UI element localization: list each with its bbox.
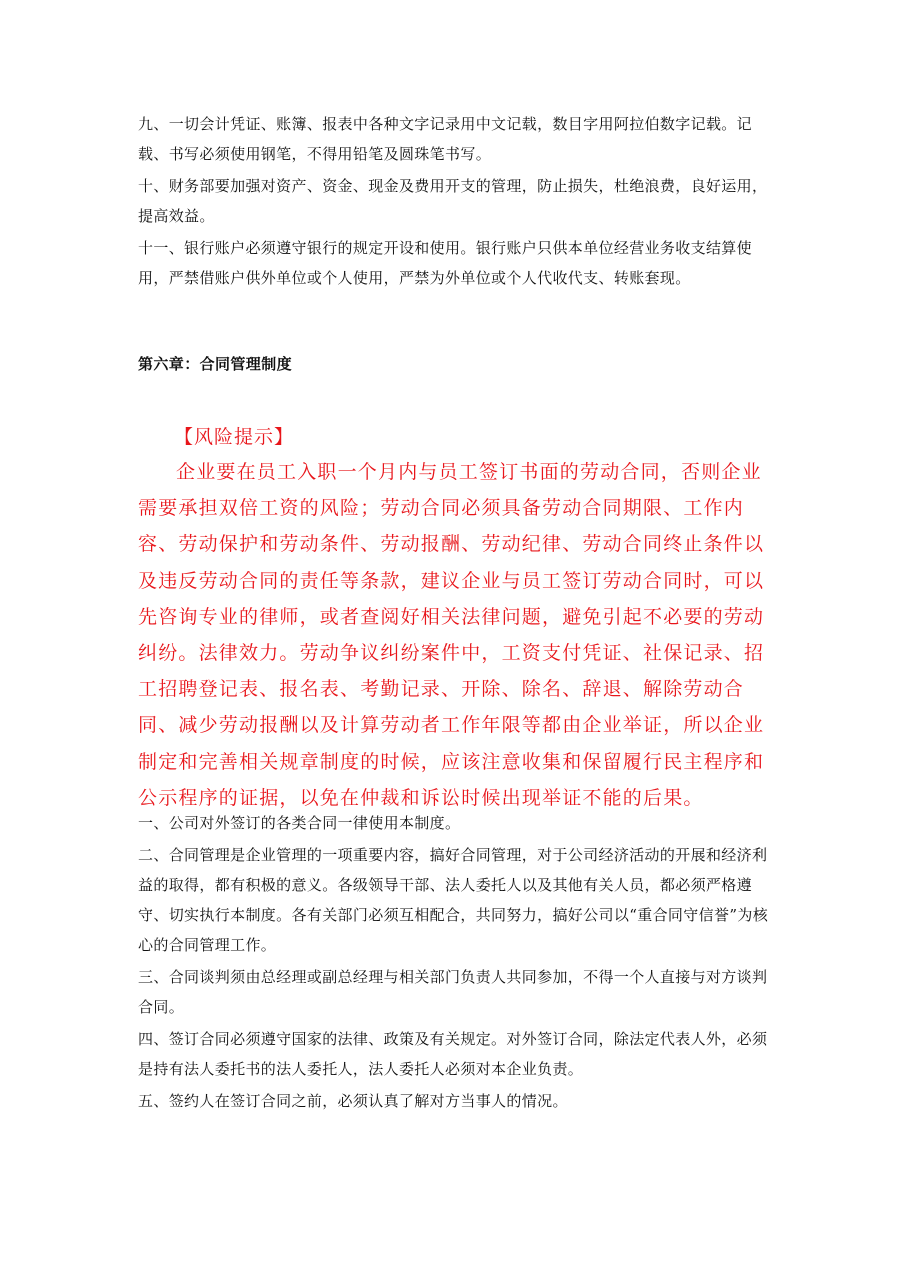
rule-item-9: 九、一切会计凭证、账簿、报表中各种文字记录用中文记载，数目字用阿拉伯数字记载。记载、书写必须使用钢笔，不得用铅笔及圆珠笔书写。 xyxy=(138,115,753,163)
risk-notice-body: 企业要在员工入职一个月内与员工签订书面的劳动合同，否则企业需要承担双倍工资的风险；劳动合同必须具备劳动合同期限、工作内容、劳动保护和劳动条件、劳动报酬、劳动纪律、劳动合同终止条件以及违反劳动合同的责任等条款，建议企业与员工签订劳动合同时，可以先咨询专业的律师，或者查阅好相关法律问题，避免引起不必要的劳动纠纷。法律效力。劳动争议纠纷案件中，工资支付凭证、社保记录、招工招聘登记表、报名表、考勤记录、开除、除名、辞退、解除劳动合同、减少劳动报酬以及计算劳动者工作年限等都由企业举证，所以企业制定和完善相关规章制度的时候，应该注意收集和保留履行民主程序和公示程序的证据，以免在仲裁和诉讼时候出现举证不能的后果。 xyxy=(138,461,765,809)
contract-rules-section xyxy=(138,808,778,1118)
contract-item-4: 四、签订合同必须遵守国家的法律、政策及有关规定。对外签订合同，除法定代表人外，必须是持有法人委托书的法人委托人，法人委托人必须对本企业负责。 xyxy=(138,1030,768,1078)
risk-notice xyxy=(138,420,778,816)
rule-item-11: 十一、银行账户必须遵守银行的规定开设和使用。银行账户只供本单位经营业务收支结算使用，严禁借账户供外单位或个人使用，严禁为外单位或个人代收代支、转账套现。 xyxy=(138,239,753,287)
rule-item-10: 十、财务部要加强对资产、资金、现金及费用开支的管理，防止损失，杜绝浪费，良好运用，提高效益。 xyxy=(138,177,768,225)
contract-item-2: 二、合同管理是企业管理的一项重要内容，搞好合同管理，对于公司经济活动的开展和经济利益的取得，都有积极的意义。各级领导干部、法人委托人以及其他有关人员，都必须严格遵守、切实执行本制度。各有关部门必须互相配合，共同努力，搞好公司以“重合同守信誉”为核心的合同管理工作。 xyxy=(138,846,769,954)
chapter-title: 第六章：合同管理制度 xyxy=(138,355,293,373)
contract-item-3: 三、合同谈判须由总经理或副总经理与相关部门负责人共同参加，不得一个人直接与对方谈判合同。 xyxy=(138,968,768,1016)
contract-item-1: 一、公司对外签订的各类合同一律使用本制度。 xyxy=(138,814,461,832)
contract-item-5: 五、签约人在签订合同之前，必须认真了解对方当事人的情况。 xyxy=(138,1092,568,1110)
finance-rules-section xyxy=(138,109,778,295)
risk-notice-title: 【风险提示】 xyxy=(174,426,295,448)
